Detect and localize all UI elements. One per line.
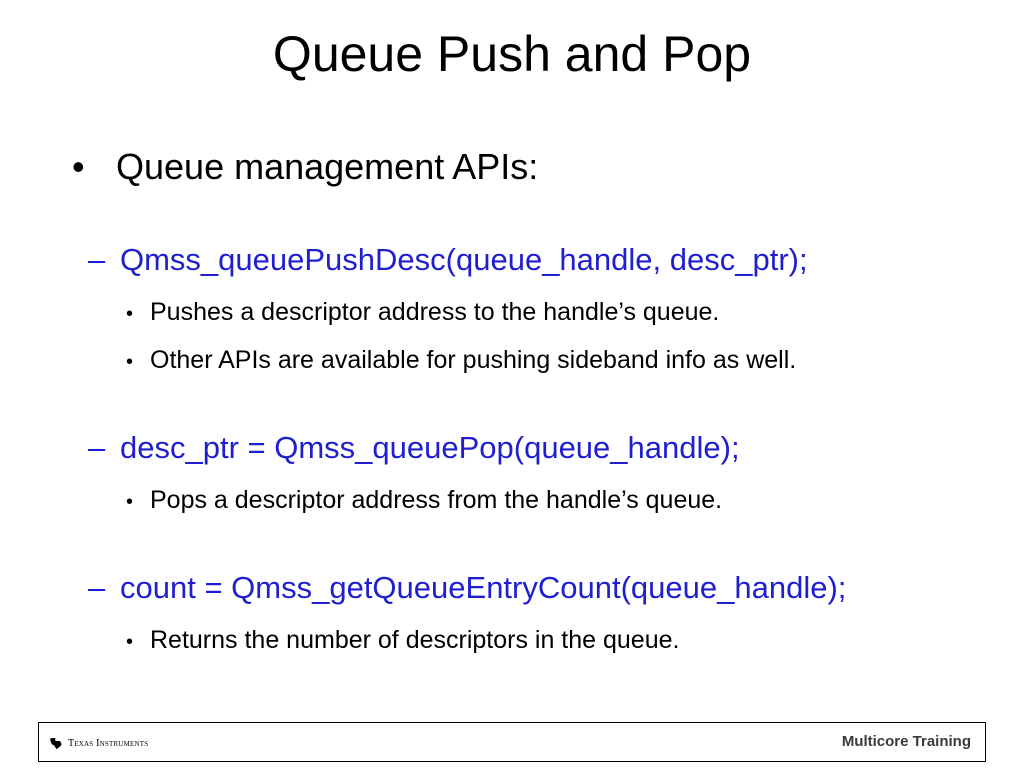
api-note xyxy=(126,344,796,378)
slide-footer xyxy=(38,722,986,762)
dash-marker: – xyxy=(88,570,106,605)
main-bullet-text: Queue management APIs: xyxy=(116,146,539,187)
dash-marker: – xyxy=(88,430,106,465)
texas-state-icon xyxy=(49,736,63,750)
api-note xyxy=(126,484,722,518)
sub-bullet-dot: • xyxy=(126,491,134,513)
api-note xyxy=(126,624,679,658)
slide-title: Queue Push and Pop xyxy=(272,26,752,82)
api-note-text: Other APIs are available for pushing sideband info as well. xyxy=(150,346,797,374)
main-bullet xyxy=(72,145,538,189)
ti-logo xyxy=(49,735,148,751)
api-signature-push: Qmss_queuePushDesc(queue_handle, desc_ptr); xyxy=(120,242,808,277)
api-item-push xyxy=(88,240,808,280)
api-signature-pop: desc_ptr = Qmss_queuePop(queue_handle); xyxy=(120,430,740,465)
api-note xyxy=(126,296,719,330)
sub-bullet-dot: • xyxy=(126,351,134,373)
api-note-text: Returns the number of descriptors in the queue. xyxy=(150,626,680,654)
api-note-text: Pushes a descriptor address to the handle’s queue. xyxy=(150,298,720,326)
sub-bullet-dot: • xyxy=(126,631,134,653)
company-name: Texas Instruments xyxy=(68,737,149,749)
dash-marker: – xyxy=(88,242,106,277)
api-signature-count: count = Qmss_getQueueEntryCount(queue_handle); xyxy=(120,570,847,605)
bullet-dot: • xyxy=(72,146,85,187)
sub-bullet-dot: • xyxy=(126,303,134,325)
api-item-count xyxy=(88,568,846,608)
api-item-pop xyxy=(88,428,740,468)
api-note-text: Pops a descriptor address from the handle’s queue. xyxy=(150,486,723,514)
footer-course-name: Multicore Training xyxy=(841,733,971,750)
